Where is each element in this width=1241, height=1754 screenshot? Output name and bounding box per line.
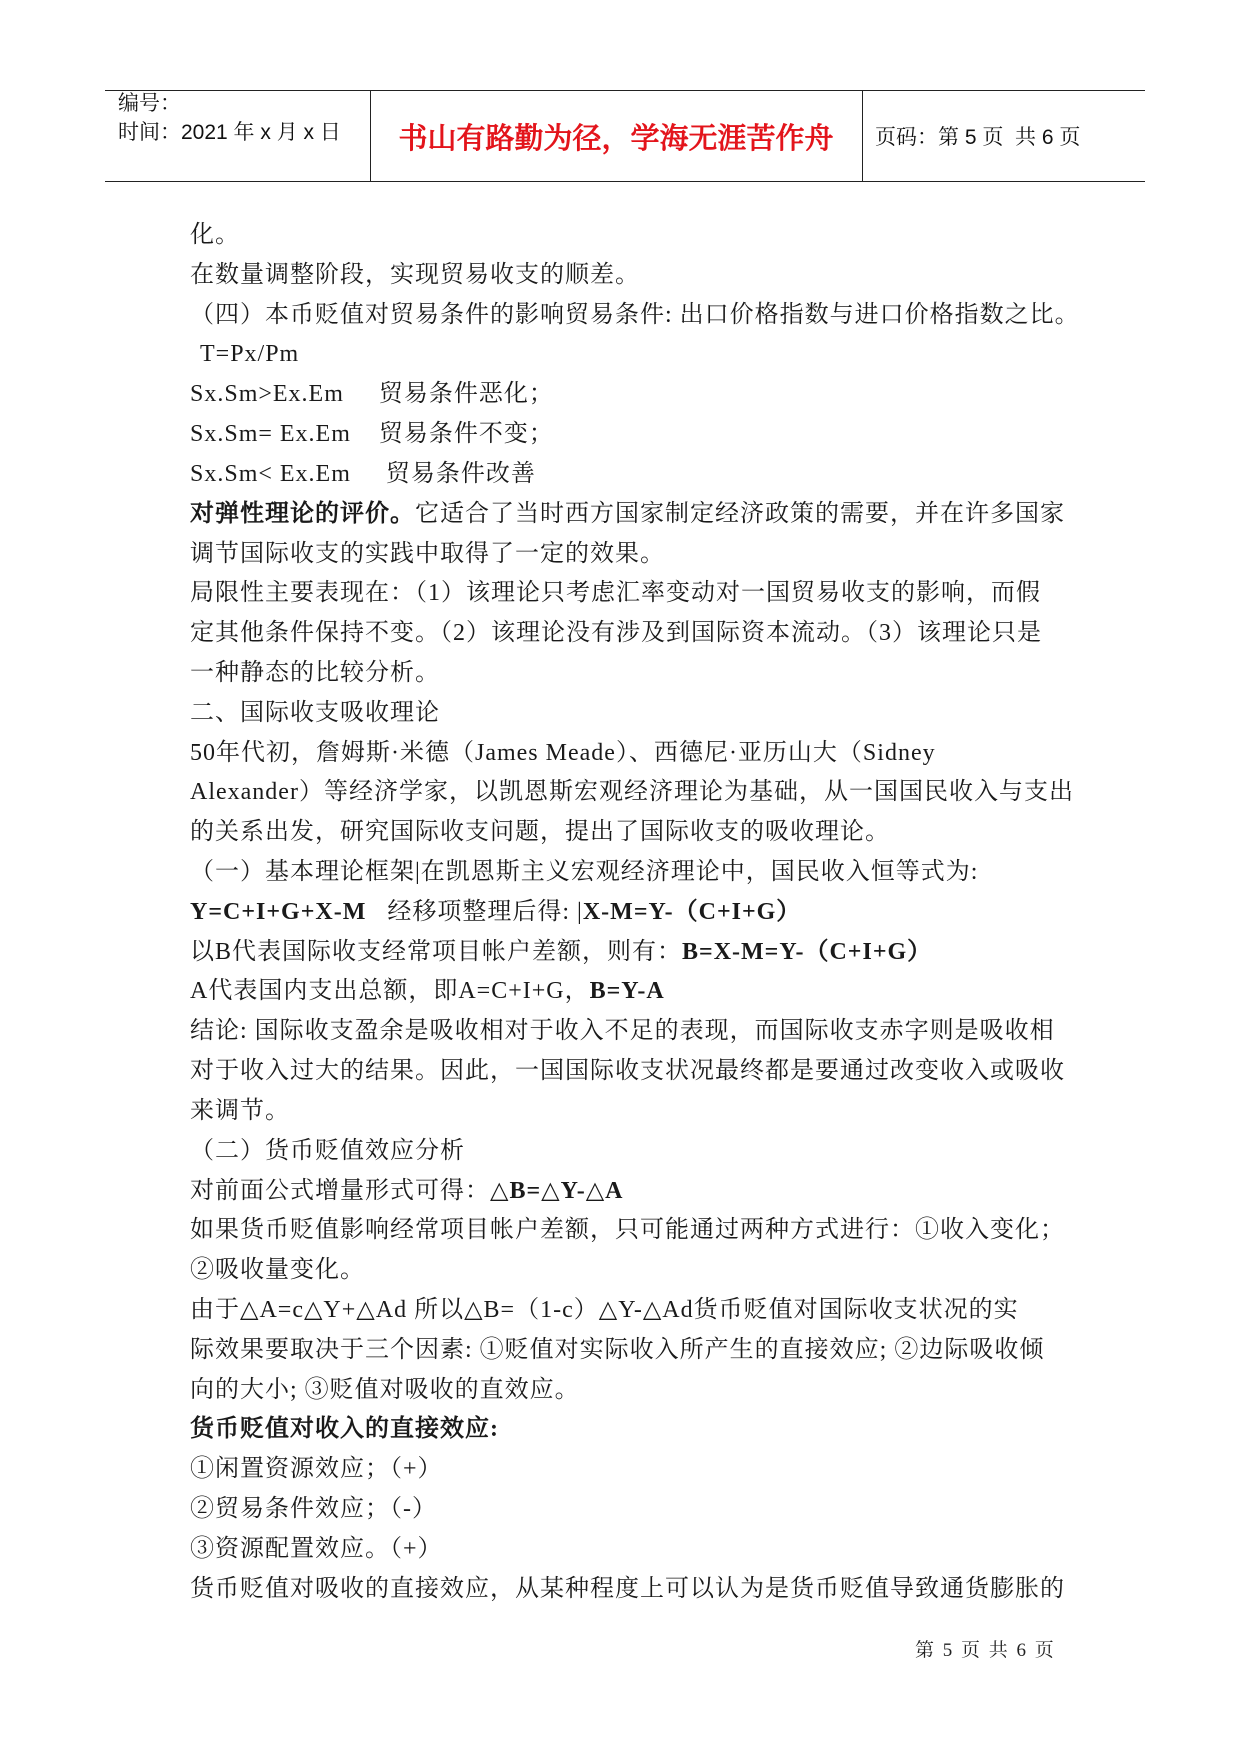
text-line: 调节国际收支的实践中取得了一定的效果。 xyxy=(190,540,665,567)
text-segment: 经移项整理后得: | xyxy=(366,898,583,925)
text-line: 局限性主要表现在：（1）该理论只考虑汇率变动对一国贸易收支的影响，而假 xyxy=(190,580,1041,607)
text-line: 化。 xyxy=(190,222,240,248)
text-line: 如果货币贬值影响经常项目帐户差额，只可能通过两种方式进行：①收入变化； xyxy=(190,1217,1065,1244)
text-line: 50年代初，詹姆斯·米德（James Meade）、西德尼·亚历山大（Sidney xyxy=(190,739,936,766)
list-item: ②贸易条件效应；（-） xyxy=(190,1496,437,1522)
header-motto: 书山有路勤为径，学海无涯苦作舟 xyxy=(398,123,834,155)
text-line: 由于△A=c△Y+△Ad 所以△B=（1-c）△Y-△Ad货币贬值对国际收支状况的实 xyxy=(190,1296,1019,1323)
formula-text: B=Y-A xyxy=(589,978,665,1005)
text-line: 向的大小; ③贬值对吸收的直效应。 xyxy=(190,1376,580,1403)
text-segment: 以B代表国际收支经常项目帐户差额，则有： xyxy=(190,938,683,965)
text-line: 定其他条件保持不变。（2）该理论没有涉及到国际资本流动。（3）该理论只是 xyxy=(190,620,1042,647)
text-line: 际效果要取决于三个因素: ①贬值对实际收入所产生的直接效应; ②边际吸收倾 xyxy=(190,1336,1045,1363)
section-heading: 二、国际收支吸收理论 xyxy=(190,699,440,726)
subsection-heading: （一）基本理论框架|在凯恩斯主义宏观经济理论中，国民收入恒等式为: xyxy=(190,859,979,885)
formula-line: T=Px/Pm xyxy=(200,341,300,368)
formula-line: Sx.Sm< Ex.Em 贸易条件改善 xyxy=(190,460,536,487)
subsection-heading: （四）本币贬值对贸易条件的影响贸易条件: 出口价格指数与进口价格指数之比。 xyxy=(190,301,1080,328)
bold-heading: 货币贬值对收入的直接效应: xyxy=(190,1416,499,1443)
text-line: 一种静态的比较分析。 xyxy=(190,659,440,686)
formula-line: Sx.Sm= Ex.Em 贸易条件不变； xyxy=(190,421,554,448)
header-divider xyxy=(862,91,863,181)
bold-lead-text: 对弹性理论的评价。 xyxy=(190,500,415,527)
document-header xyxy=(105,90,1145,182)
serial-number-label: 编号： xyxy=(118,92,181,115)
text-line: 结论: 国际收支盈余是吸收相对于收入不足的表现，而国际收支赤字则是吸收相 xyxy=(190,1018,1055,1045)
list-item: ①闲置资源效应；（+） xyxy=(190,1456,443,1483)
text-line xyxy=(190,495,1090,535)
text-line: 的关系出发，研究国际收支问题，提出了国际收支的吸收理论。 xyxy=(190,819,890,846)
formula-text: Y=C+I+G+X-M xyxy=(190,898,367,925)
footer-page-number: 第 5 页 共 6 页 xyxy=(915,1640,1056,1661)
text-line xyxy=(190,933,1090,973)
text-line xyxy=(190,1172,1090,1212)
formula-line xyxy=(190,893,1090,933)
document-body xyxy=(190,216,1090,1609)
formula-text: △B=△Y-△A xyxy=(490,1177,624,1204)
subsection-heading: （二）货币贬值效应分析 xyxy=(190,1137,465,1164)
text-segment: A代表国内支出总额，即A=C+I+G， xyxy=(190,978,590,1005)
text-line: 来调节。 xyxy=(190,1097,290,1124)
text-segment: 它适合了当时西方国家制定经济政策的需要，并在许多国家 xyxy=(415,500,1065,527)
list-item: ③资源配置效应。（+） xyxy=(190,1535,443,1562)
text-line: 对于收入过大的结果。因此，一国国际收支状况最终都是要通过改变收入或吸收 xyxy=(190,1058,1065,1085)
text-line: 货币贬值对吸收的直接效应，从某种程度上可以认为是货币贬值导致通货膨胀的 xyxy=(190,1575,1065,1602)
formula-text: B=X-M=Y-（C+I+G） xyxy=(682,938,933,965)
date-label: 时间：2021 年 x 月 x 日 xyxy=(118,121,341,144)
text-line xyxy=(190,972,1090,1012)
text-line: 在数量调整阶段，实现贸易收支的顺差。 xyxy=(190,261,640,288)
formula-line: Sx.Sm>Ex.Em 贸易条件恶化； xyxy=(190,381,554,408)
header-page-info: 页码：第 5 页 共 6 页 xyxy=(875,126,1081,149)
text-line: ②吸收量变化。 xyxy=(190,1257,365,1284)
formula-text: X-M=Y-（C+I+G） xyxy=(582,898,802,925)
text-segment: 对前面公式增量形式可得： xyxy=(190,1177,490,1204)
text-line: Alexander）等经济学家，以凯恩斯宏观经济理论为基础，从一国国民收入与支出 xyxy=(190,779,1074,806)
